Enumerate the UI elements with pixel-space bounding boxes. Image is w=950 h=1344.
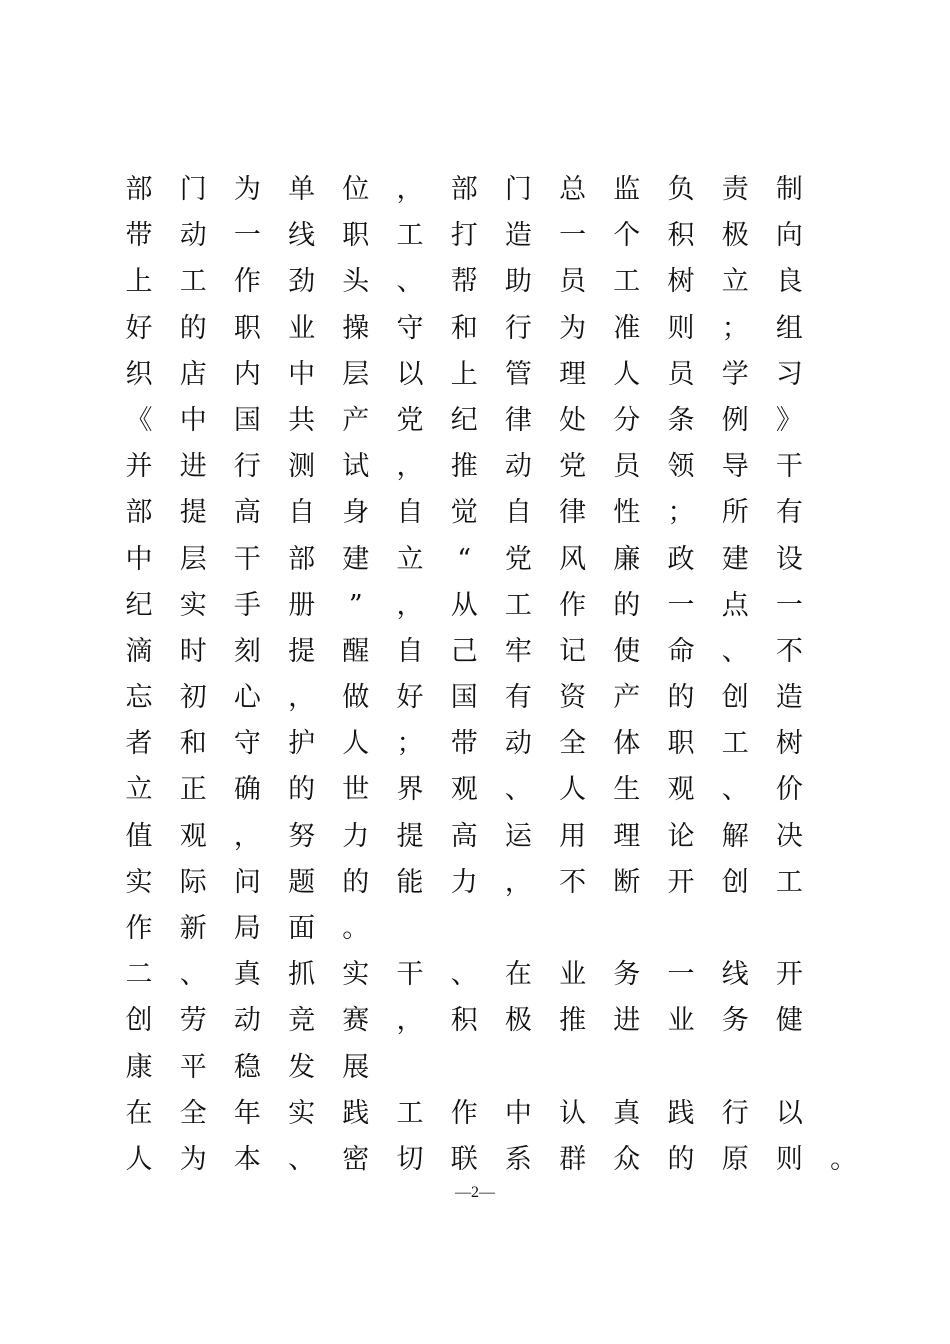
text-line xyxy=(122,721,842,767)
text-char: 动 xyxy=(504,451,532,483)
text-char: 健 xyxy=(775,1005,803,1037)
text-char: 党 xyxy=(559,451,587,483)
text-char: 单 xyxy=(288,174,316,205)
text-char: 身 xyxy=(342,497,370,529)
text-char: 工 xyxy=(775,866,803,898)
text-char: 推 xyxy=(450,451,478,483)
text-char: 党 xyxy=(396,404,424,436)
text-char: 动 xyxy=(504,728,532,760)
text-char: 者 xyxy=(125,728,153,760)
text-char: 际 xyxy=(179,866,207,898)
text-char: 推 xyxy=(559,1005,587,1037)
text-char: 在 xyxy=(125,1097,153,1129)
text-char: 带 xyxy=(450,728,478,760)
text-char: 一 xyxy=(233,220,261,252)
text-char: 不 xyxy=(559,866,587,898)
text-char: 极 xyxy=(504,1005,532,1037)
text-char: 题 xyxy=(288,866,316,898)
text-char: 、 xyxy=(396,266,424,298)
text-char: 认 xyxy=(559,1097,587,1129)
text-char: 律 xyxy=(559,497,587,529)
text-char: 个 xyxy=(613,220,641,252)
text-char: 开 xyxy=(775,959,803,991)
text-char: 提 xyxy=(396,820,424,852)
text-char: 作 xyxy=(233,266,261,298)
text-char: 众 xyxy=(613,1143,641,1175)
text-char: 责 xyxy=(721,174,749,205)
text-char: 牢 xyxy=(504,635,532,667)
text-char: 习 xyxy=(775,358,803,390)
text-line xyxy=(122,1045,842,1091)
text-char: 积 xyxy=(450,1005,478,1037)
text-char: 论 xyxy=(667,820,695,852)
text-line xyxy=(122,1137,858,1183)
text-char: 则 xyxy=(775,1143,803,1175)
text-line xyxy=(122,629,842,675)
text-char: 头 xyxy=(342,266,370,298)
text-char: 人 xyxy=(613,358,641,390)
text-char: 中 xyxy=(288,358,316,390)
text-char: 制 xyxy=(775,174,803,205)
text-char: 进 xyxy=(613,1005,641,1037)
text-char: 生 xyxy=(613,774,641,806)
text-line xyxy=(122,490,842,536)
text-char: 位 xyxy=(342,174,370,205)
text-char: 新 xyxy=(179,913,207,944)
text-char: 人 xyxy=(342,728,370,760)
text-char: 设 xyxy=(775,543,803,575)
text-char: 员 xyxy=(613,451,641,483)
text-char: 群 xyxy=(559,1143,587,1175)
text-char: 中 xyxy=(504,1097,532,1129)
text-char: 打 xyxy=(450,220,478,252)
text-char: 一 xyxy=(667,589,695,621)
text-char: 行 xyxy=(504,312,532,344)
text-char: 发 xyxy=(288,1051,316,1083)
text-char: 理 xyxy=(559,358,587,390)
text-char: 造 xyxy=(775,682,803,714)
text-char: 党 xyxy=(504,543,532,575)
text-char: 、 xyxy=(504,774,532,806)
text-char: 部 xyxy=(125,497,153,529)
text-char: 律 xyxy=(504,404,532,436)
text-char: 解 xyxy=(721,820,749,852)
text-char: 向 xyxy=(775,220,803,252)
text-line xyxy=(122,444,842,490)
text-char: 良 xyxy=(775,266,803,298)
text-char: 正 xyxy=(179,774,207,806)
text-char: 线 xyxy=(288,220,316,252)
text-char: 赛 xyxy=(342,1005,370,1037)
text-char: 中 xyxy=(179,404,207,436)
text-char: 的 xyxy=(342,866,370,898)
text-char: 测 xyxy=(288,451,316,483)
text-char: 努 xyxy=(288,820,316,852)
text-char: ， xyxy=(396,1005,424,1037)
text-char: 点 xyxy=(721,589,749,621)
text-char: 守 xyxy=(396,312,424,344)
text-char: 店 xyxy=(179,358,207,390)
text-char: 动 xyxy=(179,220,207,252)
text-char: 觉 xyxy=(450,497,478,529)
text-char: 部 xyxy=(125,174,153,205)
text-line xyxy=(122,259,842,305)
text-char: 运 xyxy=(504,820,532,852)
text-char: 康 xyxy=(125,1051,153,1083)
text-char: 力 xyxy=(450,866,478,898)
text-char: 创 xyxy=(125,1005,153,1037)
text-char: 造 xyxy=(504,220,532,252)
text-char: 刻 xyxy=(233,635,261,667)
text-char: 纪 xyxy=(450,404,478,436)
text-char: 初 xyxy=(179,682,207,714)
text-char: 决 xyxy=(775,820,803,852)
text-char: 条 xyxy=(667,404,695,436)
text-char: 自 xyxy=(288,497,316,529)
text-char: 树 xyxy=(667,266,695,298)
page-number: —2— xyxy=(455,1184,495,1201)
text-char: 试 xyxy=(342,451,370,483)
text-char: 记 xyxy=(559,635,587,667)
text-char: 好 xyxy=(396,682,424,714)
text-char: 创 xyxy=(721,866,749,898)
text-char: 册 xyxy=(288,589,316,621)
text-char: 为 xyxy=(179,1143,207,1175)
text-char: 员 xyxy=(559,266,587,298)
text-char: 工 xyxy=(396,220,424,252)
text-char: 业 xyxy=(667,1005,695,1037)
text-char: 为 xyxy=(233,174,261,205)
text-line xyxy=(122,906,842,952)
text-char: 中 xyxy=(125,543,153,575)
text-char: 提 xyxy=(179,497,207,529)
text-char: 《 xyxy=(125,404,153,436)
text-char: 干 xyxy=(233,543,261,575)
text-char: 劲 xyxy=(288,266,316,298)
text-char: 职 xyxy=(342,220,370,252)
text-char: 平 xyxy=(179,1051,207,1083)
text-char: 。 xyxy=(342,913,370,944)
text-char: 原 xyxy=(721,1143,749,1175)
text-char: 观 xyxy=(667,774,695,806)
text-char: 己 xyxy=(450,635,478,667)
text-line xyxy=(122,767,842,813)
text-line xyxy=(122,306,842,352)
text-char: 工 xyxy=(396,1097,424,1129)
text-char: 学 xyxy=(721,358,749,390)
text-char: 织 xyxy=(125,358,153,390)
text-char: 心 xyxy=(233,682,261,714)
text-char: 好 xyxy=(125,312,153,344)
text-char: 有 xyxy=(775,497,803,529)
text-char: 全 xyxy=(559,728,587,760)
text-char: ， xyxy=(233,820,261,852)
text-char: 导 xyxy=(721,451,749,483)
text-char: 的 xyxy=(613,589,641,621)
text-char: 劳 xyxy=(179,1005,207,1037)
text-char: 真 xyxy=(613,1097,641,1129)
text-char: 、 xyxy=(721,774,749,806)
text-char: 带 xyxy=(125,220,153,252)
text-char: 和 xyxy=(450,312,478,344)
text-char: 操 xyxy=(342,312,370,344)
text-char: ， xyxy=(396,451,424,483)
text-char: 线 xyxy=(721,959,749,991)
text-char: 世 xyxy=(342,774,370,806)
text-char: 工 xyxy=(504,589,532,621)
text-char: 内 xyxy=(233,358,261,390)
text-char: 领 xyxy=(667,451,695,483)
text-char: 价 xyxy=(775,774,803,806)
text-char: 积 xyxy=(667,220,695,252)
text-char: 部 xyxy=(450,174,478,205)
text-line xyxy=(122,167,842,213)
text-char: 、 xyxy=(288,1143,316,1175)
text-char: 体 xyxy=(613,728,641,760)
text-char: 资 xyxy=(559,682,587,714)
text-char: 层 xyxy=(179,543,207,575)
text-char: 共 xyxy=(288,404,316,436)
text-char: 分 xyxy=(613,404,641,436)
text-line xyxy=(122,860,842,906)
text-char: 界 xyxy=(396,774,424,806)
text-char: ； xyxy=(396,728,424,760)
text-line xyxy=(122,398,842,444)
text-char: 局 xyxy=(233,913,261,944)
document-body xyxy=(122,167,858,1183)
text-char: 的 xyxy=(667,682,695,714)
text-char: ； xyxy=(667,497,695,529)
text-char: 醒 xyxy=(342,635,370,667)
text-char: ， xyxy=(288,682,316,714)
text-char: 干 xyxy=(396,959,424,991)
text-line xyxy=(122,1091,842,1137)
text-line xyxy=(122,814,842,860)
text-char: 能 xyxy=(396,866,424,898)
text-char: 忘 xyxy=(125,682,153,714)
text-char: 帮 xyxy=(450,266,478,298)
text-char: 职 xyxy=(233,312,261,344)
text-char: 年 xyxy=(233,1097,261,1129)
text-char: 实 xyxy=(179,589,207,621)
text-char: 抓 xyxy=(288,959,316,991)
text-char: 国 xyxy=(450,682,478,714)
text-char: 时 xyxy=(179,635,207,667)
text-char: 以 xyxy=(775,1097,803,1129)
text-char: 力 xyxy=(342,820,370,852)
text-char: 自 xyxy=(396,497,424,529)
text-char: 实 xyxy=(125,866,153,898)
text-char: 产 xyxy=(342,404,370,436)
text-char: 系 xyxy=(504,1143,532,1175)
text-char: 工 xyxy=(721,728,749,760)
text-char: 、 xyxy=(450,959,478,991)
text-char: 以 xyxy=(396,358,424,390)
text-char: 并 xyxy=(125,451,153,483)
text-char: 理 xyxy=(613,820,641,852)
text-line xyxy=(122,352,842,398)
text-char: 人 xyxy=(559,774,587,806)
text-char: 的 xyxy=(667,1143,695,1175)
text-char: 全 xyxy=(179,1097,207,1129)
text-char: 极 xyxy=(721,220,749,252)
text-char: 性 xyxy=(613,497,641,529)
text-char: 总 xyxy=(559,174,587,205)
text-char: ， xyxy=(396,174,424,205)
text-char: 观 xyxy=(450,774,478,806)
text-char: 政 xyxy=(667,543,695,575)
text-char: 、 xyxy=(179,959,207,991)
text-char: 准 xyxy=(613,312,641,344)
text-char: ， xyxy=(396,589,424,621)
text-char: 行 xyxy=(233,451,261,483)
text-char: 从 xyxy=(450,589,478,621)
text-char: 手 xyxy=(233,589,261,621)
text-char: 高 xyxy=(233,497,261,529)
text-char: 作 xyxy=(450,1097,478,1129)
text-char: 则 xyxy=(667,312,695,344)
text-char: 有 xyxy=(504,682,532,714)
text-char: 监 xyxy=(613,174,641,205)
text-char: 切 xyxy=(396,1143,424,1175)
text-char: 上 xyxy=(450,358,478,390)
text-char: 自 xyxy=(504,497,532,529)
text-char: 进 xyxy=(179,451,207,483)
text-char: 创 xyxy=(721,682,749,714)
text-char: 》 xyxy=(775,404,803,436)
text-char: 践 xyxy=(667,1097,695,1129)
text-char: 二 xyxy=(125,959,153,991)
text-char: 工 xyxy=(179,266,207,298)
text-char: ； xyxy=(721,312,749,344)
text-char: ， xyxy=(504,866,532,898)
text-char: 员 xyxy=(667,358,695,390)
text-char: 护 xyxy=(288,728,316,760)
text-char: 践 xyxy=(342,1097,370,1129)
text-char: 联 xyxy=(450,1143,478,1175)
text-char: 不 xyxy=(775,635,803,667)
text-char: 值 xyxy=(125,820,153,852)
text-char: 实 xyxy=(288,1097,316,1129)
text-char: 职 xyxy=(667,728,695,760)
text-char: 国 xyxy=(233,404,261,436)
text-char: 干 xyxy=(775,451,803,483)
text-char: 产 xyxy=(613,682,641,714)
text-char: 一 xyxy=(775,589,803,621)
text-char: ” xyxy=(348,589,363,621)
text-char: 一 xyxy=(559,220,587,252)
text-char: 立 xyxy=(125,774,153,806)
text-char: 务 xyxy=(721,1005,749,1037)
text-char: 自 xyxy=(396,635,424,667)
text-line xyxy=(122,952,842,998)
text-char: 提 xyxy=(288,635,316,667)
text-char: 作 xyxy=(125,913,153,944)
text-char: 问 xyxy=(233,866,261,898)
text-char: 展 xyxy=(342,1051,370,1083)
text-char: “ xyxy=(457,543,472,575)
text-char: 树 xyxy=(775,728,803,760)
text-char: 一 xyxy=(667,959,695,991)
text-char: 观 xyxy=(179,820,207,852)
text-char: 用 xyxy=(559,820,587,852)
text-char: 滴 xyxy=(125,635,153,667)
text-char: 高 xyxy=(450,820,478,852)
text-char: 行 xyxy=(721,1097,749,1129)
text-char: 部 xyxy=(288,543,316,575)
text-char: 处 xyxy=(559,404,587,436)
text-char: 工 xyxy=(613,266,641,298)
text-char: 确 xyxy=(233,774,261,806)
text-line xyxy=(122,583,842,629)
text-char: 务 xyxy=(613,959,641,991)
text-line xyxy=(122,998,842,1044)
text-char: 竞 xyxy=(288,1005,316,1037)
text-char: 纪 xyxy=(125,589,153,621)
text-char: 、 xyxy=(721,635,749,667)
text-char: 作 xyxy=(559,589,587,621)
text-char: 所 xyxy=(721,497,749,529)
text-char: 做 xyxy=(342,682,370,714)
text-char: 立 xyxy=(396,543,424,575)
text-char: 使 xyxy=(613,635,641,667)
text-char: 建 xyxy=(342,543,370,575)
text-char: 在 xyxy=(504,959,532,991)
text-char: 面 xyxy=(288,913,316,944)
text-char: 立 xyxy=(721,266,749,298)
text-char: 守 xyxy=(233,728,261,760)
text-char: 例 xyxy=(721,404,749,436)
text-char: 断 xyxy=(613,866,641,898)
text-line xyxy=(122,537,842,583)
text-char: 和 xyxy=(179,728,207,760)
text-char: 本 xyxy=(233,1143,261,1175)
text-char: 实 xyxy=(342,959,370,991)
text-char: 负 xyxy=(667,174,695,205)
text-char: 人 xyxy=(125,1143,153,1175)
text-char: 廉 xyxy=(613,543,641,575)
text-char: 动 xyxy=(233,1005,261,1037)
text-char: 风 xyxy=(559,543,587,575)
text-char: 的 xyxy=(179,312,207,344)
text-char: 业 xyxy=(559,959,587,991)
text-char: 开 xyxy=(667,866,695,898)
text-char: 业 xyxy=(288,312,316,344)
text-char: 密 xyxy=(342,1143,370,1175)
text-char: 命 xyxy=(667,635,695,667)
text-char: 层 xyxy=(342,358,370,390)
text-line xyxy=(122,675,842,721)
text-char: 真 xyxy=(233,959,261,991)
text-char: 上 xyxy=(125,266,153,298)
text-char: 助 xyxy=(504,266,532,298)
text-char: 门 xyxy=(179,174,207,205)
text-char: 为 xyxy=(559,312,587,344)
text-char: 建 xyxy=(721,543,749,575)
text-char: 。 xyxy=(830,1143,858,1175)
text-char: 组 xyxy=(775,312,803,344)
text-char: 的 xyxy=(288,774,316,806)
text-char: 稳 xyxy=(233,1051,261,1083)
text-char: 管 xyxy=(504,358,532,390)
text-line xyxy=(122,213,842,259)
text-char: 门 xyxy=(504,174,532,205)
